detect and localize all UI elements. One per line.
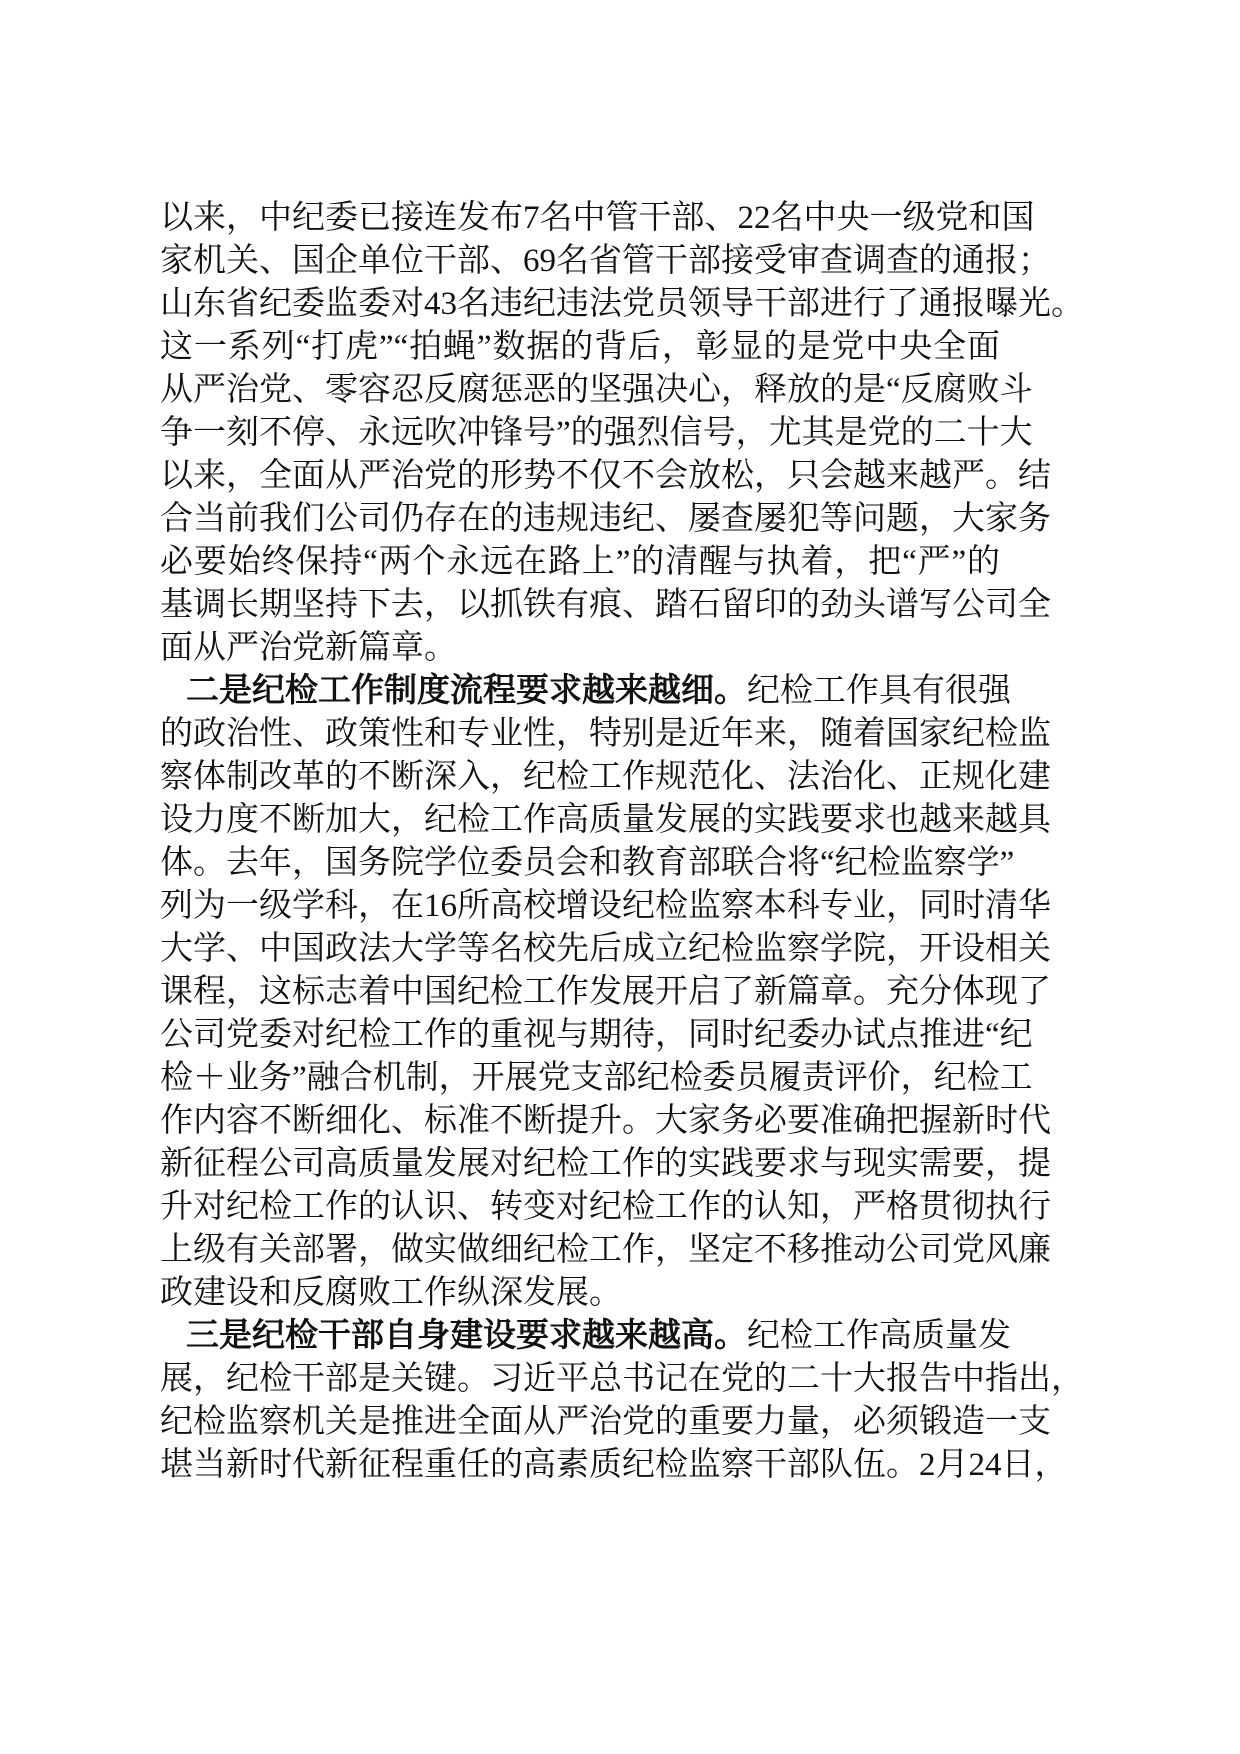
paragraph-heading: 三是纪检干部自身建设要求越来越高。	[186, 1318, 747, 1354]
text-line: 体。去年，国务院学位委员会和教育部联合将“纪检监察学”	[160, 845, 1015, 881]
paragraph-heading: 二是纪检工作制度流程要求越来越细。	[186, 673, 747, 709]
text-line: 政建设和反腐败工作纵深发展。	[160, 1275, 622, 1311]
text-line: 以来，中纪委已接连发布7名中管干部、22名中央一级党和国	[160, 200, 1035, 236]
text-line: 必要始终保持“两个永远在路上”的清醒与执着，把“严”的	[160, 544, 1000, 580]
text-line: 课程，这标志着中国纪检工作发展开启了新篇章。充分体现了	[160, 974, 1051, 1010]
text-line: 列为一级学科，在16所高校增设纪检监察本科专业，同时清华	[160, 888, 1051, 924]
text-line: 大学、中国政法大学等名校先后成立纪检监察学院，开设相关	[160, 931, 1051, 967]
text-line: 以来，全面从严治党的形势不仅不会放松，只会越来越严。结	[160, 458, 1051, 494]
paragraph-1	[160, 197, 1084, 670]
text-line: 展，纪检干部是关键。习近平总书记在党的二十大报告中指出，	[160, 1361, 1084, 1397]
text-line	[160, 670, 1011, 713]
text-line: 面从严治党新篇章。	[160, 630, 457, 666]
text-line: 上级有关部署，做实做细纪检工作，坚定不移推动公司党风廉	[160, 1232, 1051, 1268]
text-line: 检＋业务”融合机制，开展党支部纪检委员履责评价，纪检工	[160, 1060, 1033, 1096]
text-line: 作内容不断细化、标准不断提升。大家务必要准确把握新时代	[160, 1103, 1051, 1139]
text-line: 从严治党、零容忍反腐惩恶的坚强决心，释放的是“反腐败斗	[160, 372, 1033, 408]
text-line: 的政治性、政策性和专业性，特别是近年来，随着国家纪检监	[160, 716, 1051, 752]
text-line: 升对纪检工作的认识、转变对纪检工作的认知，严格贯彻执行	[160, 1189, 1051, 1225]
text-line: 公司党委对纪检工作的重视与期待，同时纪委办试点推进“纪	[160, 1017, 1033, 1053]
paragraph-2	[160, 670, 1051, 1315]
text-line: 设力度不断加大，纪检工作高质量发展的实践要求也越来越具	[160, 802, 1051, 838]
text-line: 察体制改革的不断深入，纪检工作规范化、法治化、正规化建	[160, 759, 1051, 795]
text-line: 堪当新时代新征程重任的高素质纪检监察干部队伍。2月24日，	[160, 1447, 1068, 1483]
text-line: 这一系列“打虎”“拍蝇”数据的背后，彰显的是党中央全面	[160, 329, 1000, 365]
text-line: 纪检监察机关是推进全面从严治党的重要力量，必须锻造一支	[160, 1404, 1051, 1440]
document-body	[160, 197, 1084, 1487]
text-line: 山东省纪委监委对43名违纪违法党员领导干部进行了通报曝光。	[160, 286, 1084, 322]
text-line	[160, 1315, 1011, 1358]
text-run: 纪检工作高质量发	[747, 1318, 1011, 1354]
text-line: 家机关、国企单位干部、69名省管干部接受审查调查的通报；	[160, 243, 1051, 279]
text-line: 争一刻不停、永远吹冲锋号”的强烈信号，尤其是党的二十大	[160, 415, 1033, 451]
text-run: 纪检工作具有很强	[747, 673, 1011, 709]
text-line: 新征程公司高质量发展对纪检工作的实践要求与现实需要，提	[160, 1146, 1051, 1182]
text-line: 合当前我们公司仍存在的违规违纪、屡查屡犯等问题，大家务	[160, 501, 1051, 537]
paragraph-3	[160, 1315, 1084, 1487]
text-line: 基调长期坚持下去，以抓铁有痕、踏石留印的劲头谱写公司全	[160, 587, 1051, 623]
